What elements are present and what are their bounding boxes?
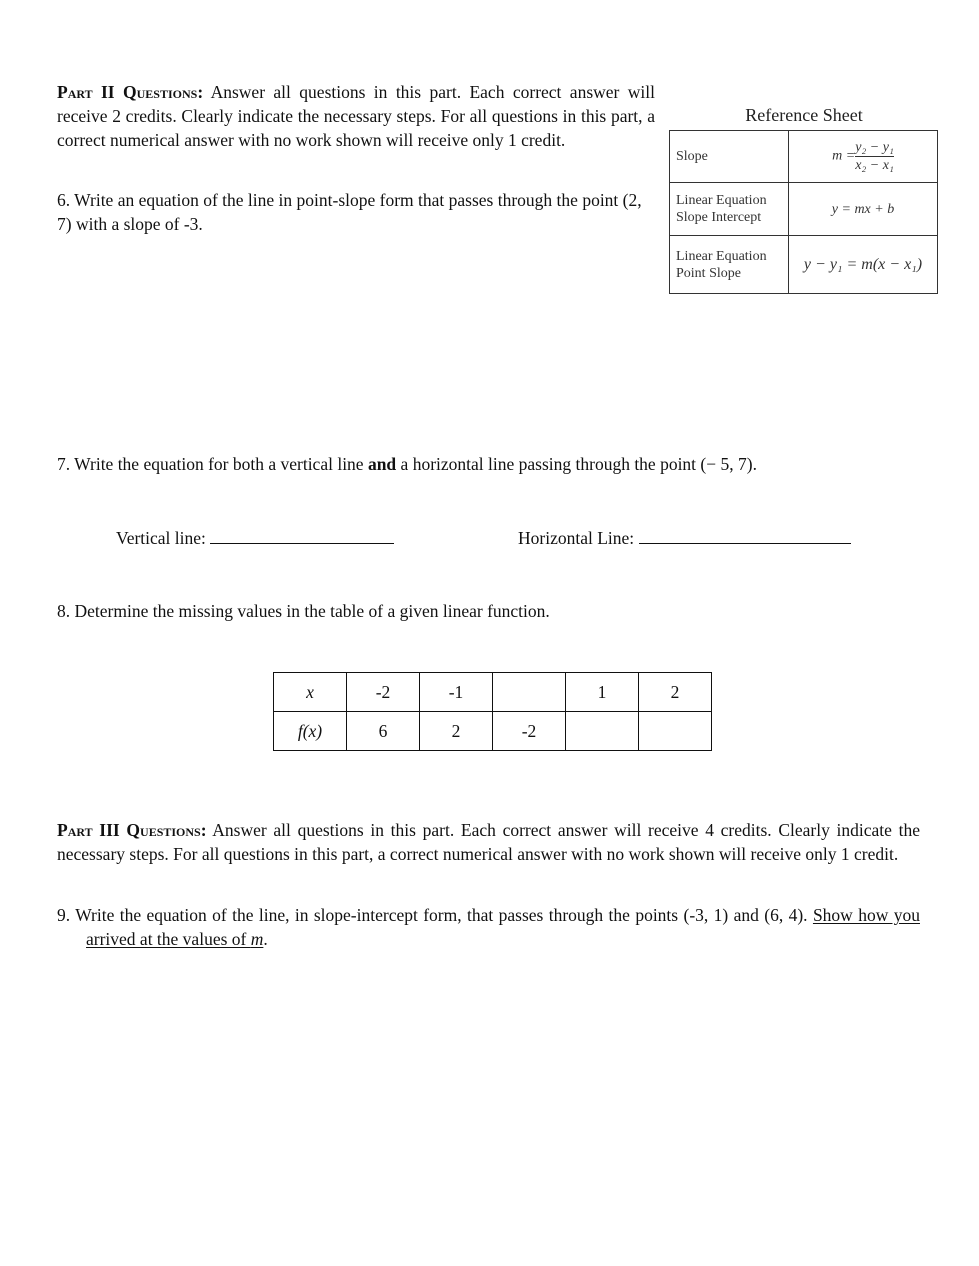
table-cell-blank[interactable] xyxy=(493,673,566,712)
ref-row-slope-intercept xyxy=(670,183,938,236)
reference-sheet-title: Reference Sheet xyxy=(745,105,863,125)
q7-bold: and xyxy=(367,454,397,474)
ref-label: Slope xyxy=(670,131,789,183)
q9-variable: m xyxy=(250,929,264,949)
ref-row-point-slope xyxy=(670,236,938,294)
part2-instructions xyxy=(57,80,655,152)
vertical-line-answer xyxy=(116,526,394,550)
vertical-label: Vertical line: xyxy=(116,528,206,548)
table-row-fx xyxy=(274,712,712,751)
numerator: y₂ − y₁ xyxy=(855,140,894,155)
horizontal-line-blank[interactable] xyxy=(639,529,851,544)
table-cell: -2 xyxy=(493,712,566,751)
q7-text: a horizontal line passing through the point (− 5, 7). xyxy=(396,454,757,474)
table-cell: -1 xyxy=(420,673,493,712)
table-row-x xyxy=(274,673,712,712)
q9-text: 9. Write the equation of the line, in slope-intercept form, that passes through the points (-3, 1) and (6, 4). xyxy=(57,905,813,925)
ref-label xyxy=(670,236,789,294)
horizontal-label: Horizontal Line: xyxy=(518,528,635,548)
question-7 xyxy=(57,452,937,476)
fraction xyxy=(855,139,894,174)
ref-label xyxy=(670,183,789,236)
question-8: 8. Determine the missing values in the table of a given linear function. xyxy=(57,601,550,621)
question-6: 6. Write an equation of the line in point-slope form that passes through the point (2, 7) with a slope of -3. xyxy=(57,190,642,234)
part3-instructions xyxy=(57,818,920,866)
table-cell-blank[interactable] xyxy=(566,712,639,751)
table-cell: 6 xyxy=(347,712,420,751)
function-table xyxy=(273,672,712,751)
table-cell-blank[interactable] xyxy=(639,712,712,751)
table-cell: 2 xyxy=(420,712,493,751)
label-line: Point Slope xyxy=(676,265,741,281)
part3-text: Answer all questions in this part. Each correct answer will receive 4 credits. Clearly indicate the necessary steps. For all questions in this part, a correct numerical answer with no work shown will receive only 1 credit. xyxy=(57,820,920,864)
reference-sheet-table xyxy=(669,130,938,294)
q7-text: 7. Write the equation for both a vertical line xyxy=(57,454,368,474)
table-cell: x xyxy=(274,673,347,712)
label-line: Linear Equation xyxy=(676,193,767,208)
part3-heading: Part III Questions: xyxy=(57,820,207,840)
vertical-line-blank[interactable] xyxy=(210,529,394,544)
formula-lhs: m = xyxy=(832,148,856,164)
label-line: Slope Intercept xyxy=(676,210,762,225)
ref-formula: y = mx + b xyxy=(789,183,938,236)
ref-row-slope xyxy=(670,131,938,183)
q9-underlined-text: Show how you arrived at the values of xyxy=(86,905,920,949)
q9-end: . xyxy=(263,929,268,949)
denominator: x₂ − x₁ xyxy=(855,158,894,173)
ref-formula-slope xyxy=(789,131,938,183)
part2-heading: Part II Questions: xyxy=(57,82,204,102)
part2-text: Answer all questions in this part. Each correct answer will receive 2 credits. Clearly indicate the necessary steps. For all questions in this part, a correct numerical answer with no work shown will receive only 1 credit. xyxy=(57,82,655,150)
table-cell: -2 xyxy=(347,673,420,712)
question-9 xyxy=(57,903,920,951)
table-cell: 2 xyxy=(639,673,712,712)
table-cell: f(x) xyxy=(274,712,347,751)
horizontal-line-answer xyxy=(518,526,851,550)
label-line: Linear Equation xyxy=(676,248,767,264)
ref-formula: y − y₁ = m(x − x₁) xyxy=(789,236,938,294)
table-cell: 1 xyxy=(566,673,639,712)
